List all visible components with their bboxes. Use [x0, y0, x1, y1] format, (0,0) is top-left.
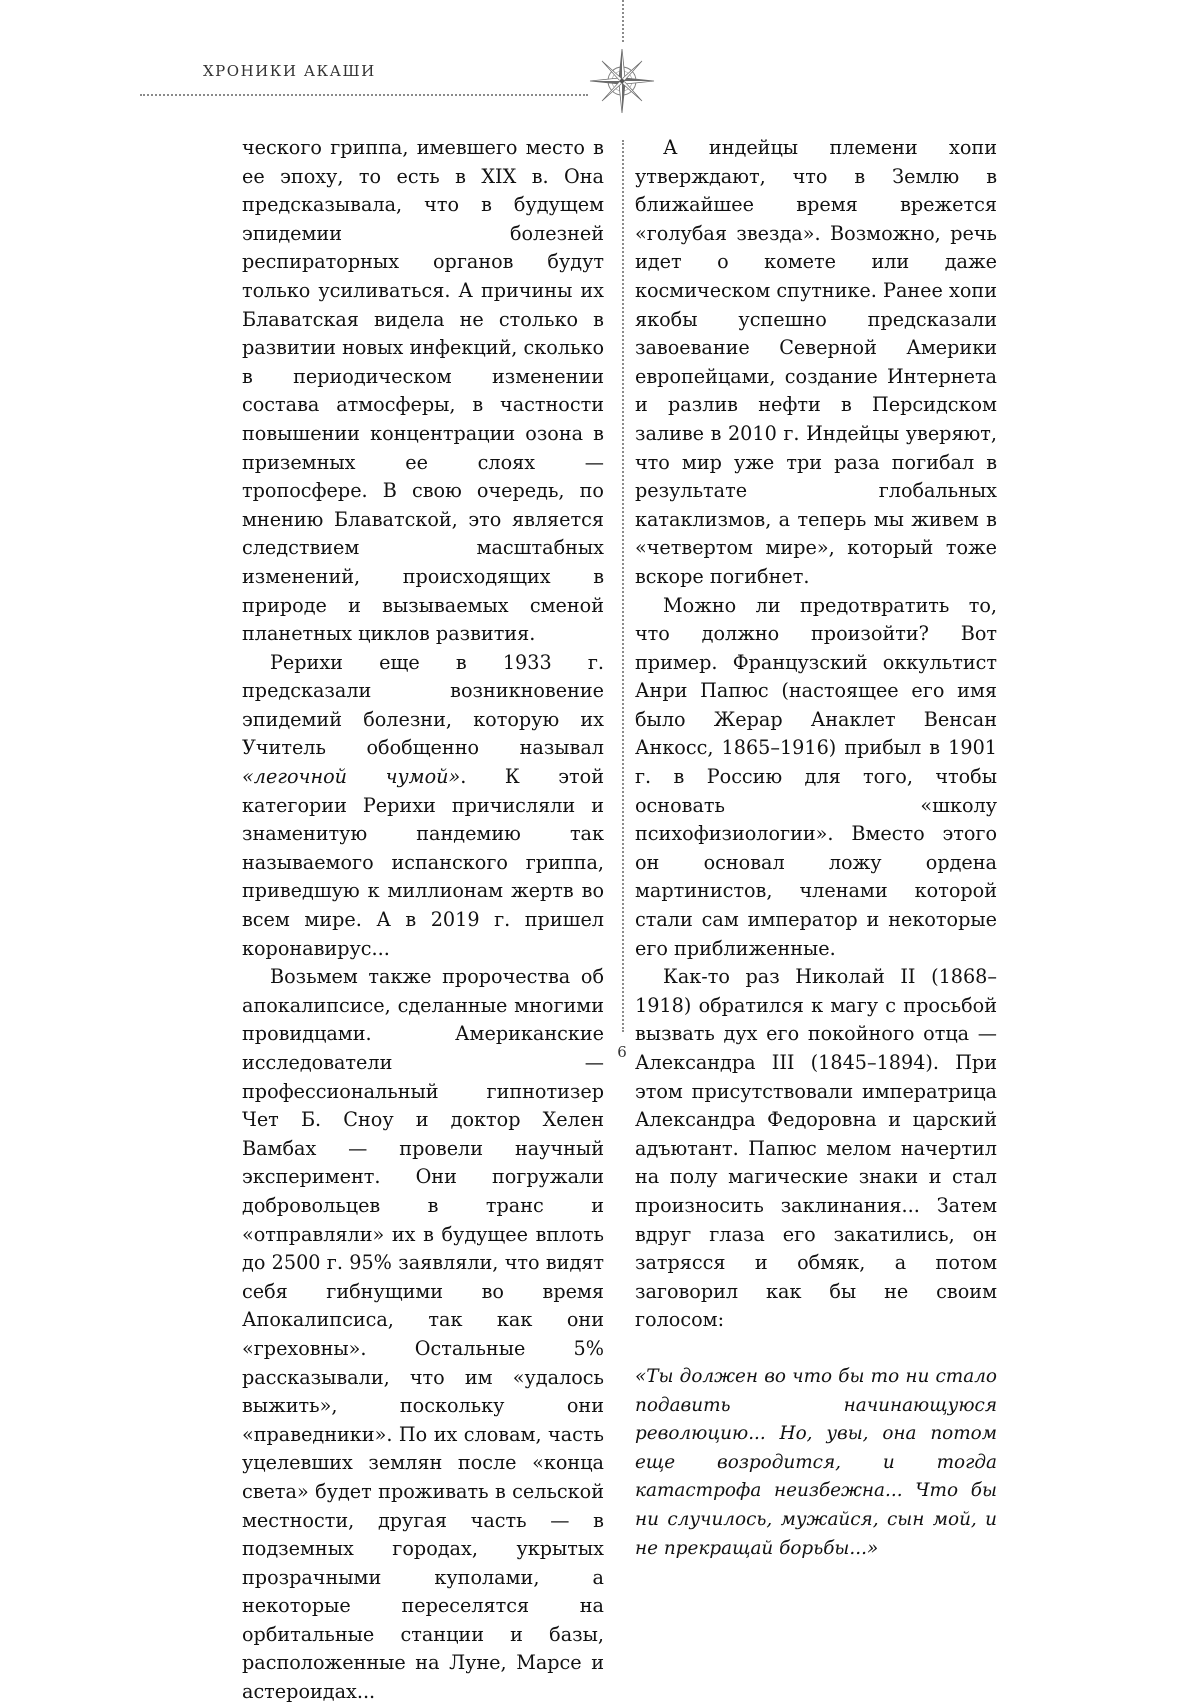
- right-text-column: [635, 134, 997, 1563]
- right-paragraph-2: Можно ли предотвратить то, что должно произойти? Вот пример. Французский оккультист Анри Папюс (настоящее его имя было Жерар Анаклет Венсан Анкосс, 1865–1916) прибыл в 1901 г. в Россию для того, чтобы основать «школу психофизиологии». Вместо этого он основал ложу ордена мартинистов, членами которой стали сам император и некоторые его приближенные.: [635, 593, 997, 960]
- right-paragraph-1: А индейцы племени хопи утверждают, что в Землю в ближайшее время врежется «голубая звезда». Возможно, речь идет о комете или даже космическом спутнике. Ранее хопи якобы успешно предсказали завоевание Северной Америки европейцами, создание Интернета и разлив нефти в Персидском заливе в 2010 г. Индейцы уверяют, что мир уже три раза погибал в результате глобальных катаклизмов, а теперь мы живем в «четвертом мире», который тоже вскоре погибнет.: [635, 136, 997, 588]
- right-paragraph-3: Как-то раз Николай II (1868–1918) обратился к магу с просьбой вызвать дух его покойного отца — Александра III (1845–1894). При этом присутствовали императрица Александра Федоровна и царский адъютант. Папюс мелом начертил на полу магические знаки и стал произносить заклинания... Затем вдруг глаза его закатились, он затрясся и обмяк, а потом заговорил как бы не своим голосом:: [635, 965, 997, 1332]
- prophecy-quote: «Ты должен во что бы то ни стало подавить начинающуюся революцию... Но, увы, она потом еще возродится, и тогда катастрофа неизбежна... Что бы ни случилось, мужайся, сын мой, и не прекращай борьбы...»: [635, 1365, 997, 1559]
- left-paragraph-2: [242, 649, 604, 964]
- running-header-title: ХРОНИКИ АКАШИ: [203, 62, 376, 80]
- left-paragraph-2-start: Рерихи еще в 1933 г. предсказали возникновение эпидемий болезни, которую их Учитель обобщенно называл: [242, 650, 604, 760]
- left-paragraph-1: ческого гриппа, имевшего место в ее эпоху, то есть в XIX в. Она предсказывала, что в будущем эпидемии болезней респираторных органов будут только усиливаться. А причины их Блаватская видела не столько в развитии новых инфекций, сколько в периодическом изменении состава атмосферы, в частности повышении концентрации озона в приземных ее слоях — тропосфере. В свою очередь, по мнению Блаватской, это является следствием масштабных изменений, происходящих в природе и вызываемых сменой планетных циклов развития.: [242, 136, 604, 646]
- column-divider: [622, 140, 624, 1032]
- left-paragraph-2-end: . К этой категории Рерихи причисляли и знаменитую пандемию так называемого испанского гриппа, приведшую к миллионам жертв во всем мире. А в 2019 г. пришел коронавирус...: [242, 765, 604, 960]
- page-number: 6: [617, 1043, 627, 1061]
- left-text-column: [242, 134, 604, 1707]
- left-paragraph-3: Возьмем также пророчества об апокалипсисе, сделанные многими провидцами. Американские исследователи — профессиональный гипнотизер Чет Б. Сноу и доктор Хелен Вамбах — провели научный эксперимент. Они погружали добровольцев в транс и «отправляли» их в будущее вплоть до 2500 г. 95% заявляли, что видят себя гибнущими во время Апокалипсиса, так как они «греховны». Остальные 5% рассказывали, что им «удалось выжить», поскольку они «праведники». По их словам, часть уцелевших землян после «конца света» будет проживать в сельской местности, другая часть — в подземных городах, укрытых прозрачными куполами, а некоторые переселятся на орбитальные станции и базы, расположенные на Луне, Марсе и астероидах...: [242, 965, 604, 1704]
- header-dotted-rule: [140, 94, 588, 96]
- column-divider-top: [622, 0, 624, 42]
- compass-rose-icon: [586, 45, 658, 117]
- left-paragraph-2-emphasis: «легочной чумой»: [242, 765, 461, 789]
